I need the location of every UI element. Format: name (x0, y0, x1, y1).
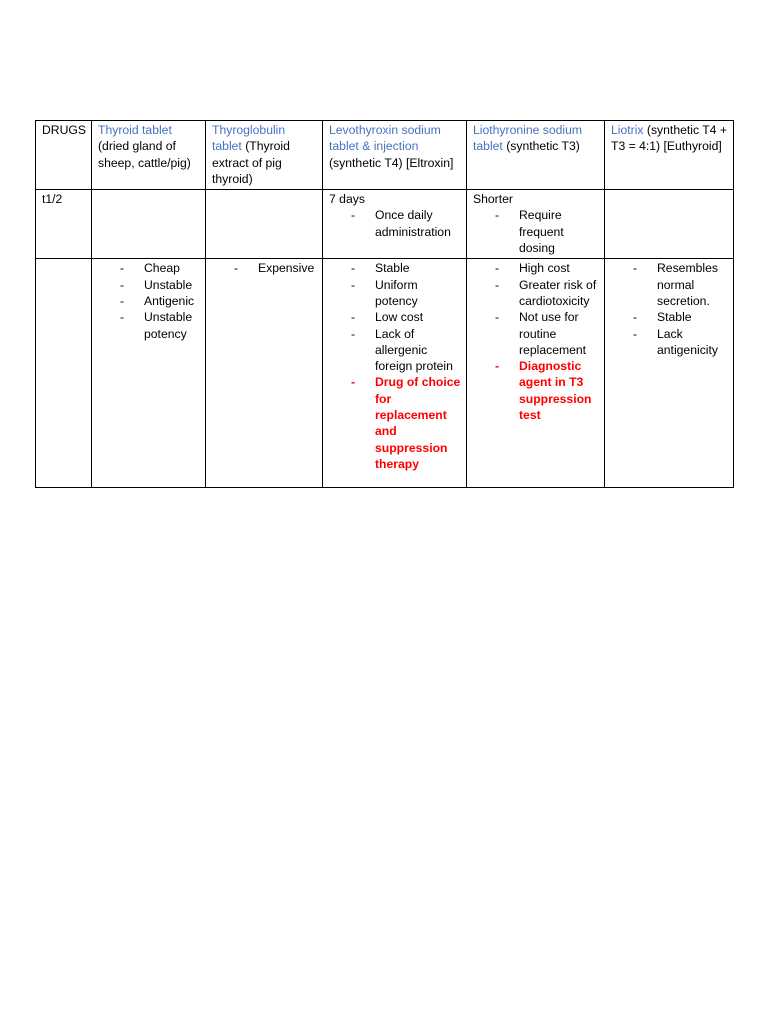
list-item: - Uniform potency (329, 277, 462, 310)
list-item: - Unstable potency (98, 309, 201, 342)
list-item: - Once daily administration (329, 207, 462, 240)
drug-description: (Thyroid extract of pig thyroid) (212, 139, 290, 186)
list-item: - Stable (329, 260, 462, 276)
list-item: - Stable (611, 309, 729, 325)
thyroid-drugs-table (35, 120, 734, 488)
header-label: DRUGS (42, 123, 87, 137)
list-item: - Lack antigenicity (611, 326, 729, 359)
header-cell-drugs (36, 121, 92, 190)
liotrix-features-cell (605, 259, 734, 488)
highlight-item: - Diagnostic agent in T3 suppression test (473, 358, 600, 423)
header-cell-levothyroxin (323, 121, 467, 190)
bullet-list (98, 260, 201, 341)
list-item: - Require frequent dosing (473, 207, 600, 256)
header-cell-thyroid-tablet (92, 121, 206, 190)
levothyroxin-features-cell (323, 259, 467, 488)
drug-description: (synthetic T4) [Eltroxin] (329, 155, 454, 170)
drug-name: Thyroid tablet (98, 123, 172, 137)
thyroglobulin-features-cell (206, 259, 323, 488)
table-cell (92, 190, 206, 259)
list-item: - Low cost (329, 309, 462, 325)
bullet-list (611, 260, 729, 358)
header-cell-liothyronine (467, 121, 605, 190)
drug-name: Levothyroxin sodium tablet & injection (329, 123, 441, 154)
header-cell-thyroglobulin (206, 121, 323, 190)
list-item: - Cheap (98, 260, 201, 276)
list-item: - Antigenic (98, 293, 201, 309)
bullet-list (329, 260, 462, 472)
half-life-row (36, 190, 734, 259)
half-life-value: 7 days (329, 192, 365, 207)
features-row (36, 259, 734, 488)
table-cell (605, 190, 734, 259)
bullet-list (473, 260, 600, 423)
highlight-item: - Drug of choice for replacement and suppression therapy (329, 374, 462, 472)
thyroid-tablet-features-cell (92, 259, 206, 488)
table-cell (36, 259, 92, 488)
row-label-cell (36, 190, 92, 259)
row-label: t1/2 (42, 192, 63, 207)
table-cell (206, 190, 323, 259)
list-item: - Unstable (98, 277, 201, 293)
levothyroxin-half-life-cell (323, 190, 467, 259)
list-item: - Resembles normal secretion. (611, 260, 729, 309)
half-life-value: Shorter (473, 192, 513, 207)
header-row (36, 121, 734, 190)
drug-description: (synthetic T3) (506, 139, 580, 154)
liothyronine-half-life-cell (467, 190, 605, 259)
list-item: - Not use for routine replacement (473, 309, 600, 358)
bullet-list (329, 207, 462, 240)
drug-description: (synthetic T4 + T3 = 4:1) [Euthyroid] (611, 123, 727, 154)
bullet-list (473, 207, 600, 256)
liothyronine-features-cell (467, 259, 605, 488)
list-item: - Lack of allergenic foreign protein (329, 326, 462, 375)
bullet-list (212, 260, 318, 276)
drug-name: Thyroglobulin tablet (212, 123, 286, 154)
list-item: - High cost (473, 260, 600, 276)
list-item: - Expensive (212, 260, 318, 276)
drug-name: Liotrix (611, 123, 644, 137)
drug-name: Liothyronine sodium tablet (473, 123, 583, 154)
drug-description: (dried gland of sheep, cattle/pig) (98, 139, 191, 170)
header-cell-liotrix (605, 121, 734, 190)
list-item: - Greater risk of cardiotoxicity (473, 277, 600, 310)
